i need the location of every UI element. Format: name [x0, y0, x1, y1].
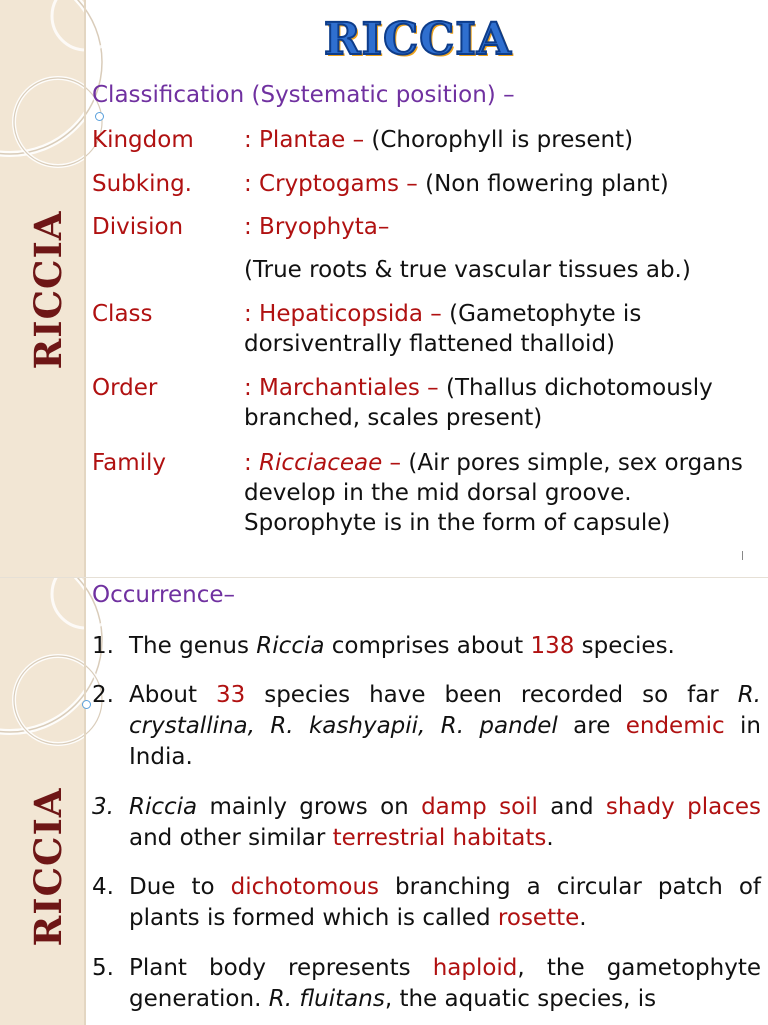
item-species: R. crystallina, R. kashyapii, R. pandel — [129, 682, 761, 739]
item-text: . — [579, 905, 587, 931]
item-text: in India. — [129, 713, 761, 770]
taxon-name: : Marchantiales – — [244, 375, 439, 401]
item-highlight: terrestrial habitats — [332, 825, 547, 851]
row-label: Subking. — [92, 171, 192, 197]
item-text: . — [546, 825, 554, 851]
sidebar-divider — [84, 0, 86, 577]
item-highlight: haploid — [432, 955, 518, 981]
sidebar-divider — [84, 578, 86, 1025]
item-text: species. — [574, 633, 675, 659]
taxon-name: : Hepaticopsida – — [244, 301, 442, 327]
item-text: , the gametophyte generation. — [129, 955, 761, 1012]
item-text: About — [129, 682, 216, 708]
taxon-note: (Thallus dichotomously branched, scales present) — [244, 375, 713, 431]
taxon-name: : Cryptogams – — [244, 171, 418, 197]
item-genus: Riccia — [129, 794, 198, 820]
row-label: Family — [92, 450, 167, 476]
item-text: and other similar — [129, 825, 333, 851]
slide-occurrence — [0, 577, 768, 1025]
bullet-dot — [95, 112, 104, 121]
taxon-name: Ricciaceae — [259, 450, 383, 476]
divider-tick — [742, 551, 743, 560]
taxon-note: (Non flowering plant) — [417, 171, 669, 197]
item-text: comprises about — [324, 633, 531, 659]
page-title: RICCIA — [324, 14, 512, 65]
decorative-circles — [0, 578, 140, 1025]
item-highlight: dichotomous — [230, 874, 380, 900]
taxon-name: : Bryophyta– — [244, 214, 390, 240]
taxon-note: (Air pores simple, sex organs develop in the mid dorsal groove. Sporophyte is in the form of capsule) — [244, 450, 743, 536]
row-label: Order — [92, 375, 158, 401]
item-text: and — [537, 794, 606, 820]
item-text: Due to — [129, 874, 231, 900]
item-text: Plant body represents — [129, 955, 433, 981]
taxon-name-prefix: : — [244, 450, 260, 476]
occurrence-heading: Occurrence– — [92, 582, 235, 608]
row-label: Kingdom — [92, 127, 194, 153]
item-highlight: endemic — [625, 713, 725, 739]
taxon-name-suffix: – — [382, 450, 402, 476]
row-label: Division — [92, 214, 184, 240]
row-label: Class — [92, 301, 153, 327]
item-text: The genus — [129, 633, 257, 659]
classification-heading: Classification (Systematic position) – — [92, 82, 515, 108]
item-number: 3. — [92, 794, 114, 820]
item-genus: Riccia — [256, 633, 325, 659]
item-species: R. fluitans — [268, 986, 385, 1012]
item-highlight: damp soil — [421, 794, 538, 820]
item-text: are — [557, 713, 626, 739]
item-highlight: shady places — [605, 794, 761, 820]
taxon-note: (Chorophyll is present) — [364, 127, 634, 153]
item-highlight: 138 — [530, 633, 575, 659]
item-number: 2. — [92, 682, 114, 708]
item-text: species have been recorded so far — [245, 682, 738, 708]
item-text: , the aquatic species, is — [384, 986, 657, 1012]
item-highlight: 33 — [215, 682, 246, 708]
item-number: 4. — [92, 874, 114, 900]
taxon-note: (True roots & true vascular tissues ab.) — [244, 257, 691, 283]
taxon-name: : Plantae – — [244, 127, 365, 153]
taxon-note: (Gametophyte is dorsiventrally flattened thalloid) — [244, 301, 642, 357]
bullet-dot — [82, 700, 91, 709]
sidebar-title: RICCIA — [26, 210, 70, 370]
item-number: 5. — [92, 955, 114, 981]
sidebar-title: RICCIA — [26, 787, 70, 947]
item-highlight: rosette — [497, 905, 580, 931]
item-text: branching a circular patch of plants is formed which is called — [129, 874, 762, 931]
item-number: 1. — [92, 633, 114, 659]
item-text: mainly grows on — [197, 794, 422, 820]
